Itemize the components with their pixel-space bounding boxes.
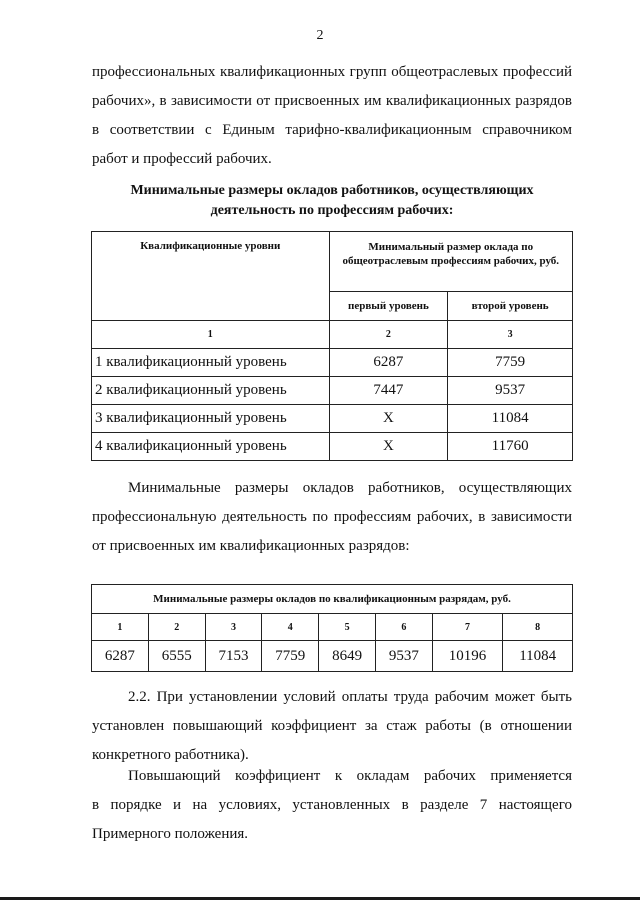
second-level-value: 9537 [448, 377, 573, 405]
clause-2-2-paragraph [92, 683, 572, 770]
salary-by-level-table [91, 231, 573, 461]
grade-salary: 9537 [375, 641, 432, 672]
clause-line-1: 2.2. При установлении условий оплаты труда рабочим может быть [128, 689, 572, 705]
salary-by-grade-table [91, 584, 573, 672]
coefficient-paragraph [92, 762, 572, 849]
grade-table-header: Минимальные размеры окладов по квалификационным разрядам, руб. [92, 585, 573, 614]
intro-paragraph [92, 58, 572, 174]
grade-number: 2 [148, 614, 205, 641]
bottom-scan-edge [0, 897, 640, 900]
subheader-second-level: второй уровень [448, 291, 573, 320]
intro-line-4: работ и профессий рабочих. [92, 151, 272, 167]
col-header-levels: Квалификационные уровни [92, 232, 330, 321]
first-level-value: 6287 [329, 349, 448, 377]
row-label: 1 квалификационный уровень [92, 349, 330, 377]
group-header-min-salary: Минимальный размер оклада по общеотраслевым профессиям рабочих, руб. [329, 232, 572, 292]
subheader-first-level: первый уровень [329, 291, 448, 320]
heading-line-1: Минимальные размеры окладов работников, осуществляющих [130, 183, 534, 198]
coef-line-1: Повышающий коэффициент к окладам рабочих применяется [128, 768, 572, 784]
table-row [92, 405, 573, 433]
grade-salary: 6287 [92, 641, 149, 672]
table-row [92, 641, 573, 672]
first-level-value: Х [329, 405, 448, 433]
coef-line-2: в порядке и на условиях, установленных в разделе 7 настоящего [92, 797, 572, 813]
second-level-value: 11760 [448, 433, 573, 461]
table-row [92, 433, 573, 461]
grade-number: 6 [375, 614, 432, 641]
grade-salary: 8649 [319, 641, 376, 672]
grade-number: 7 [432, 614, 503, 641]
col-number: 3 [448, 321, 573, 349]
row-label: 4 квалификационный уровень [92, 433, 330, 461]
grade-salary: 10196 [432, 641, 503, 672]
grade-number: 8 [503, 614, 573, 641]
heading-line-2: деятельность по профессиям рабочих: [210, 203, 454, 218]
second-level-value: 11084 [448, 405, 573, 433]
grade-number: 1 [92, 614, 149, 641]
row-label: 3 квалификационный уровень [92, 405, 330, 433]
intro-line-3: в соответствии с Единым тарифно-квалификационным справочником [92, 122, 572, 138]
grade-number: 3 [205, 614, 262, 641]
clause-line-3: конкретного работника). [92, 747, 249, 763]
first-level-value: Х [329, 433, 448, 461]
page-number: 2 [316, 28, 324, 43]
coef-line-3: Примерного положения. [92, 826, 249, 842]
col-number: 2 [329, 321, 448, 349]
second-level-value: 7759 [448, 349, 573, 377]
intro-line-2: рабочих», в зависимости от присвоенных им квалификационных разрядов [92, 93, 572, 109]
col-number: 1 [92, 321, 330, 349]
intro-line-1: профессиональных квалификационных групп общеотраслевых профессий [92, 64, 572, 80]
table-row [92, 349, 573, 377]
grade-salary: 7759 [262, 641, 319, 672]
grade-salary: 11084 [503, 641, 573, 672]
grades-paragraph [92, 474, 572, 561]
grades-line-1: Минимальные размеры окладов работников, осуществляющих [128, 480, 572, 496]
clause-line-2: установлен повышающий коэффициент за стаж работы (в отношении [92, 718, 572, 734]
grades-line-3: от присвоенных им квалификационных разрядов: [92, 538, 410, 554]
grade-number: 5 [319, 614, 376, 641]
table-row [92, 377, 573, 405]
grade-salary: 6555 [148, 641, 205, 672]
grades-line-2: профессиональную деятельность по профессиям рабочих, в зависимости [92, 509, 572, 525]
section-heading [92, 181, 572, 221]
grade-number: 4 [262, 614, 319, 641]
first-level-value: 7447 [329, 377, 448, 405]
grade-salary: 7153 [205, 641, 262, 672]
row-label: 2 квалификационный уровень [92, 377, 330, 405]
